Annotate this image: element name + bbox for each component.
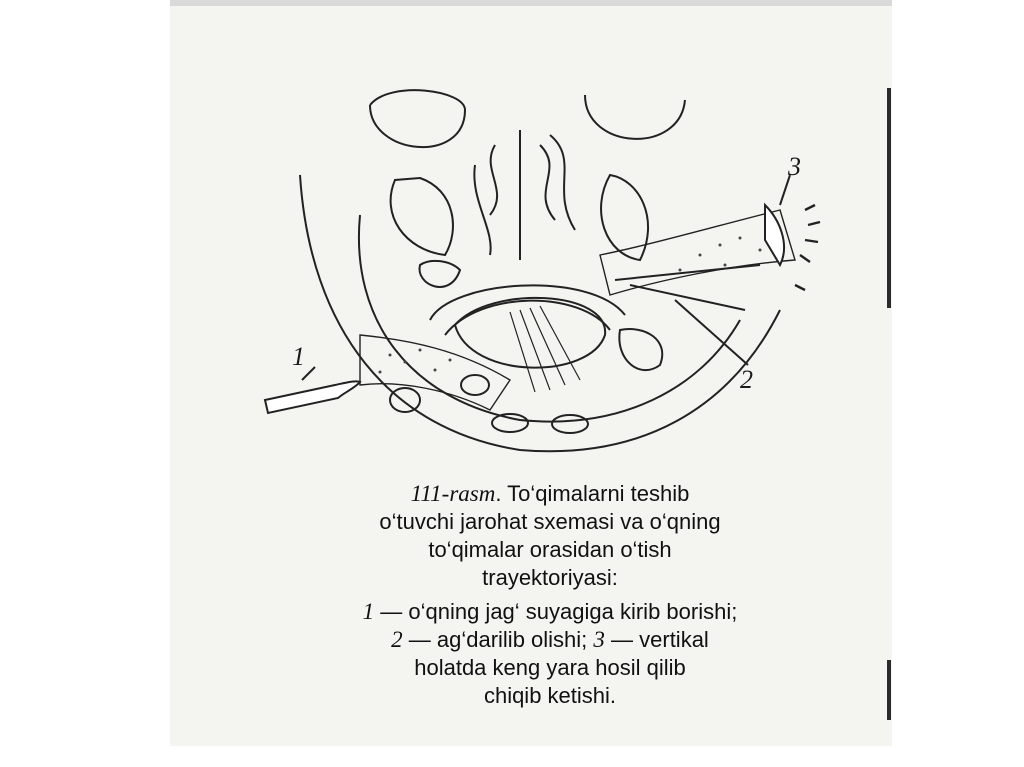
legend-line-4: chiqib ketishi. [483, 683, 617, 708]
wound-trajectory-illustration [220, 80, 840, 475]
page-edge-mark [887, 88, 891, 308]
figure-caption [240, 480, 860, 710]
caption-line-3: to‘qimalar orasidan o‘tish [428, 537, 672, 562]
label-1: 1 [292, 342, 305, 371]
bullet-icon [265, 381, 360, 413]
legend-num-1: 1 [362, 599, 375, 624]
caption-line-2: o‘tuvchi jarohat sxemasi va o‘qning [379, 509, 721, 534]
page-edge-mark-lower [887, 660, 891, 720]
legend [240, 598, 860, 710]
legend-line-1 [240, 598, 860, 626]
caption-line-1 [240, 480, 860, 508]
caption-text-1: . To‘qimalarni teshib [495, 481, 690, 506]
label-3: 3 [788, 152, 801, 181]
legend-text-3: — vertikal [604, 627, 709, 652]
legend-num-2: 2 [391, 627, 403, 652]
caption-line-4: trayektoriyasi: [482, 565, 618, 590]
label-2: 2 [740, 365, 753, 394]
legend-line-3: holatda keng yara hosil qilib [414, 655, 686, 680]
legend-text-1: — o‘qning jag‘ suyagiga kirib borishi; [374, 599, 738, 624]
legend-line-2 [240, 626, 860, 654]
anatomical-diagram [220, 80, 840, 475]
legend-num-3: 3 [593, 627, 605, 652]
legend-text-2: — ag‘darilib olishi; [402, 627, 594, 652]
figure-number: 111-rasm [410, 481, 496, 506]
